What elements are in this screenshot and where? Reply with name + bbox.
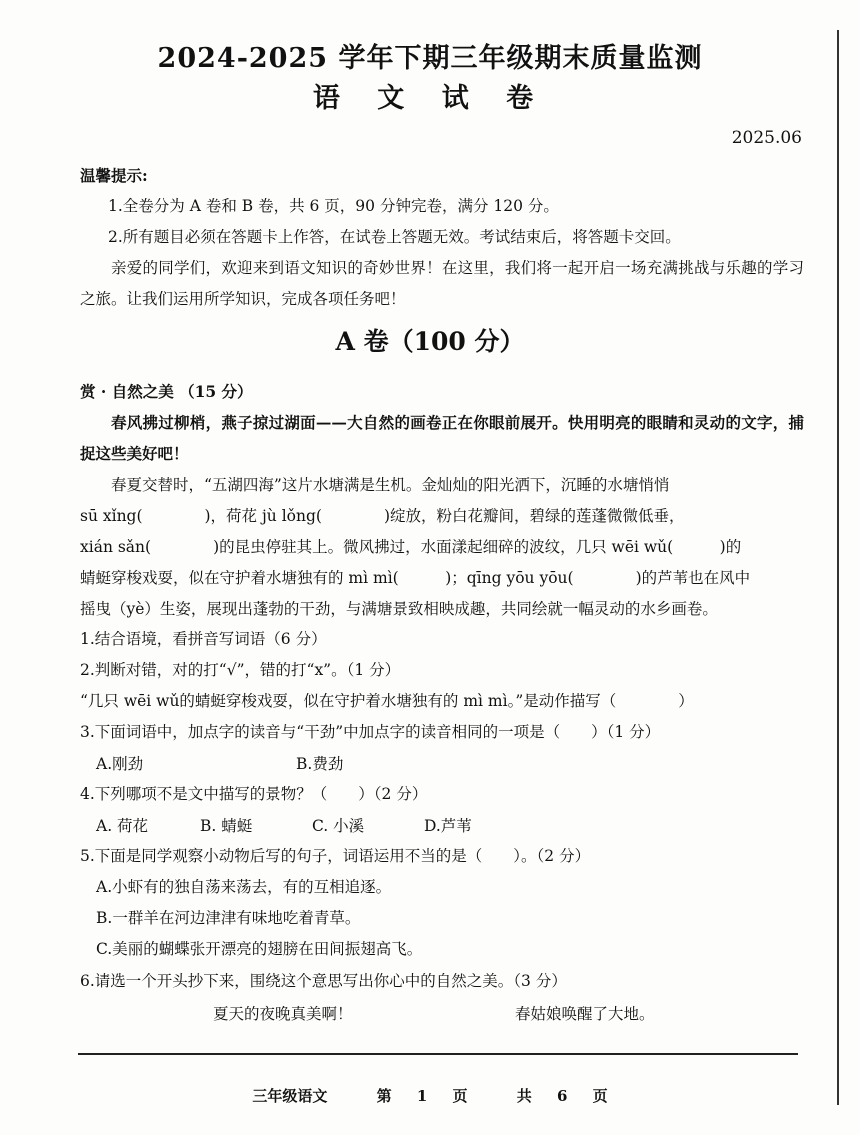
question-2-statement: “几只 wēi wǔ的蜻蜓穿梭戏耍，似在守护着水塘独有的 mì mì。”是动作描写（ ） (80, 692, 694, 710)
passage-line-1: 春夏交替时，“五湖四海”这片水塘满是生机。金灿灿的阳光洒下，沉睡的水塘悄悄 (111, 476, 670, 494)
question-6: 6.请选一个开头抄下来，围绕这个意思写出你心中的自然之美。（3 分） (80, 972, 567, 990)
passage-line-4: 蜻蜓穿梭戏耍，似在守护着水塘独有的 mì mì( )；qīng yōu yōu( )的芦苇也在风中 (80, 569, 751, 587)
question-6-opening-2: 春姑娘唤醒了大地。 (515, 1005, 655, 1023)
passage-line-2: sū xǐng( )，荷花 jù lǒng( )绽放，粉白花瓣间，碧绿的莲蓬微微低垂， (80, 507, 685, 525)
passage-line-3: xián sǎn( )的昆虫停驻其上。微风拂过，水面漾起细碎的波纹，几只 wēi wǔ( )的 (80, 538, 742, 556)
question-3: 3.下面词语中，加点字的读音与“干劲”中加点字的读音相同的一项是（ ）（1 分） (80, 723, 661, 741)
question-3-option-a: A.刚劲 (96, 755, 144, 773)
page-footer (0, 1085, 860, 1106)
passage-line-5: 摇曳（yè）生姿，展现出蓬勃的干劲，与满塘景致相映成趣，共同绘就一幅灵动的水乡画卷。 (80, 600, 718, 618)
question-4-option-b: B. 蜻蜓 (200, 817, 253, 835)
question-6-opening-1: 夏天的夜晚真美啊！ (213, 1005, 353, 1023)
part-heading: 赏 · 自然之美 （15 分） (80, 382, 253, 401)
question-5-option-a: A.小虾有的独自荡来荡去，有的互相追逐。 (96, 878, 392, 896)
question-2: 2.判断对错，对的打“√”，错的打“x”。（1 分） (80, 661, 401, 679)
section-title: A 卷（100 分） (335, 327, 525, 356)
question-4-option-a: A. 荷花 (96, 817, 149, 835)
question-3-option-b: B.费劲 (296, 755, 344, 773)
part-intro: 春风拂过柳梢，燕子掠过湖面——大自然的画卷正在你眼前展开。快用明亮的眼睛和灵动的文字，捕捉这些美好吧！ (80, 413, 804, 463)
notice-heading: 温馨提示: (80, 166, 148, 185)
exam-title: 2024-2025 学年下期三年级期末质量监测 (157, 43, 703, 74)
footer-page-number: 第 1 页 (376, 1087, 468, 1105)
footer-subject: 三年级语文 (252, 1087, 328, 1105)
footer-total-pages: 共 6 页 (516, 1087, 608, 1105)
question-4: 4.下列哪项不是文中描写的景物？（ ）（2 分） (80, 785, 428, 803)
question-4-option-d: D.芦苇 (424, 817, 472, 835)
exam-date: 2025.06 (731, 128, 802, 148)
exam-subtitle: 语 文 试 卷 (312, 83, 548, 114)
footer-divider (78, 1053, 798, 1055)
question-1: 1.结合语境，看拼音写词语（6 分） (80, 630, 327, 648)
question-4-option-c: C. 小溪 (312, 817, 365, 835)
question-5-option-b: B.一群羊在河边津津有味地吃着青草。 (96, 909, 361, 927)
question-5-option-c: C.美丽的蝴蝶张开漂亮的翅膀在田间振翅高飞。 (96, 940, 423, 958)
binding-rule (837, 30, 839, 1105)
notice-item-1: 1.全卷分为 A 卷和 B 卷，共 6 页，90 分钟完卷，满分 120 分。 (108, 197, 559, 215)
question-5: 5.下面是同学观察小动物后写的句子，词语运用不当的是（ ）。（2 分） (80, 847, 591, 865)
notice-intro: 亲爱的同学们，欢迎来到语文知识的奇妙世界！在这里，我们将一起开启一场充满挑战与乐趣的学习之旅。让我们运用所学知识，完成各项任务吧！ (80, 259, 804, 308)
notice-item-2: 2.所有题目必须在答题卡上作答，在试卷上答题无效。考试结束后，将答题卡交回。 (108, 228, 681, 246)
